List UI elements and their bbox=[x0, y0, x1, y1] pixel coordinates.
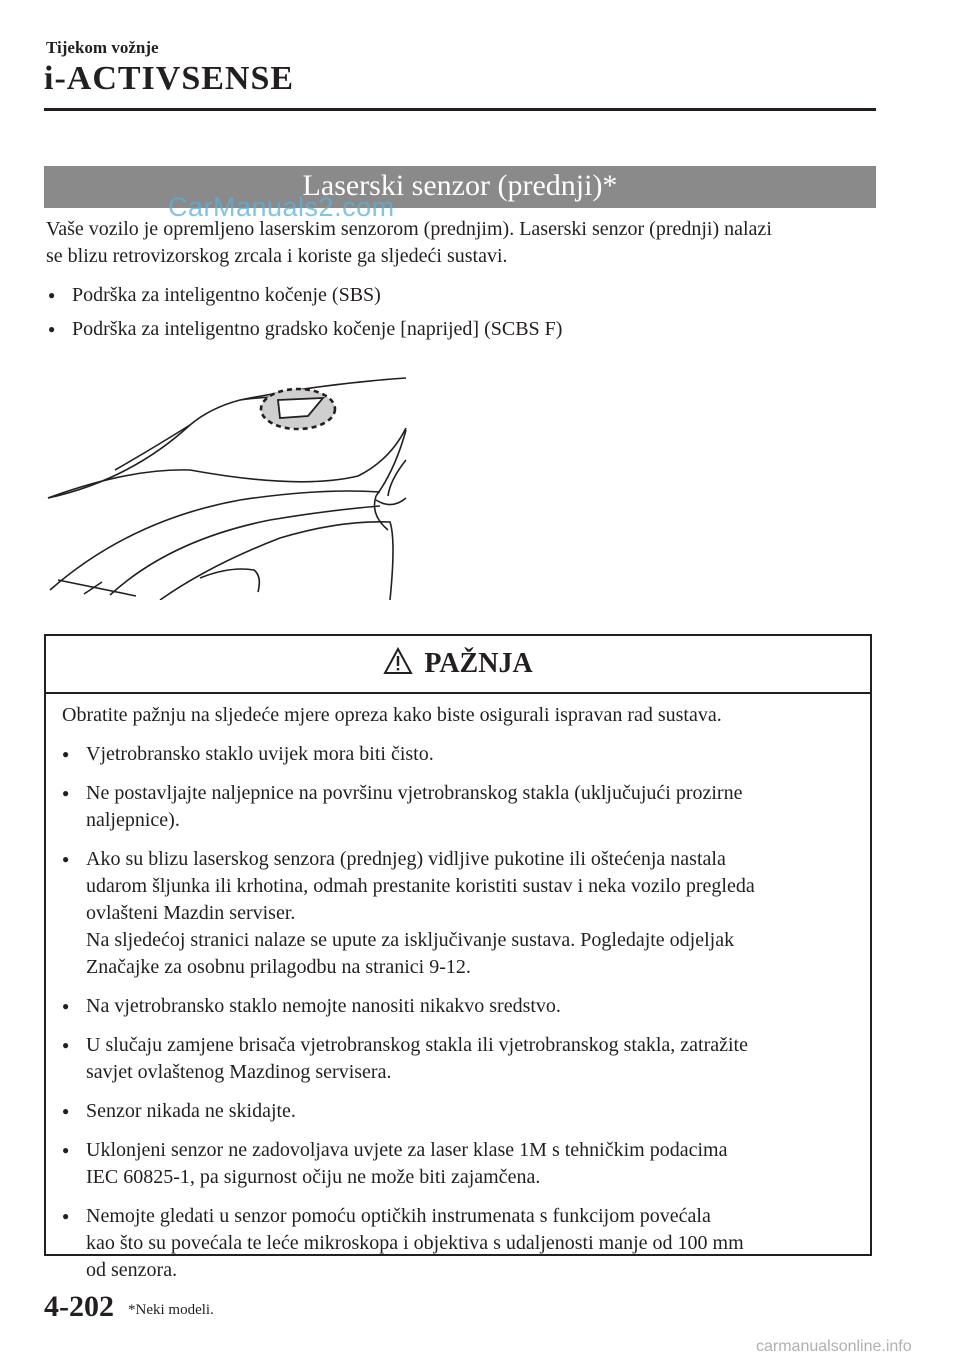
caution-item-line: kao što su povećala te leće mikroskopa i objektiva s udaljenosti manje od 100 mm bbox=[86, 1232, 744, 1254]
intro-line-1: Vaše vozilo je opremljeno laserskim senzorom (prednjim). Laserski senzor (prednji) nalazi bbox=[46, 218, 772, 240]
caution-item-line: Ne postavljajte naljepnice na površinu vjetrobranskog stakla (uključujući prozirne bbox=[86, 782, 743, 804]
chapter-title: i-ACTIVSENSE bbox=[44, 60, 295, 97]
footnote: *Neki modeli. bbox=[128, 1302, 214, 1318]
caution-item-line: Nemojte gledati u senzor pomoću optičkih instrumenata s funkcijom povećala bbox=[86, 1205, 711, 1227]
caution-item bbox=[62, 1032, 854, 1086]
banner-title: Laserski senzor (prednji)* bbox=[302, 169, 618, 202]
intro-line-2: se blizu retrovizorskog zrcala i koriste ga sljedeći sustavi. bbox=[46, 245, 508, 267]
caution-item-line: Na vjetrobransko staklo nemojte nanositi nikakvo sredstvo. bbox=[86, 995, 561, 1017]
header-rule bbox=[44, 108, 876, 111]
warning-triangle-icon bbox=[383, 647, 413, 675]
intro-bullet-text: Podrška za inteligentno gradsko kočenje [naprijed] (SCBS F) bbox=[72, 318, 563, 340]
caution-item-line: udarom šljunka ili krhotina, odmah prestanite koristiti sustav i neka vozilo pregleda bbox=[86, 875, 755, 897]
caution-item-line: savjet ovlaštenog Mazdinog servisera. bbox=[86, 1061, 392, 1083]
watermark: CarManuals2.com bbox=[168, 192, 395, 222]
caution-item bbox=[62, 993, 854, 1020]
caution-item-line: Ako su blizu laserskog senzora (prednjeg) vidljive pukotine ili oštećenja nastala bbox=[86, 848, 726, 870]
caution-header bbox=[46, 636, 870, 694]
caution-item bbox=[62, 846, 854, 981]
bullet-dot: ● bbox=[62, 1143, 70, 1157]
bullet-dot: ● bbox=[62, 1038, 70, 1052]
caution-item-line: naljepnice). bbox=[86, 809, 180, 831]
caution-item bbox=[62, 1203, 854, 1284]
caution-item-line: IEC 60825-1, pa sigurnost očiju ne može biti zajamčena. bbox=[86, 1166, 541, 1188]
caution-item bbox=[62, 1098, 854, 1125]
caution-lead: Obratite pažnju na sljedeće mjere opreza kako biste osigurali ispravan rad sustava. bbox=[62, 704, 722, 726]
bullet-dot: ● bbox=[48, 288, 56, 302]
intro-text bbox=[46, 216, 878, 270]
caution-title: PAŽNJA bbox=[424, 648, 533, 679]
bullet-dot: ● bbox=[62, 852, 70, 866]
intro-bullet-text: Podrška za inteligentno kočenje (SBS) bbox=[72, 284, 381, 306]
caution-item bbox=[62, 1137, 854, 1191]
caution-item-line: Senzor nikada ne skidajte. bbox=[86, 1100, 296, 1122]
caution-body bbox=[62, 702, 854, 1284]
site-watermark[interactable]: carmanualsonline.info bbox=[756, 1338, 912, 1355]
windshield-sensor-illustration bbox=[40, 370, 420, 600]
caution-box bbox=[44, 634, 872, 1281]
bullet-dot: ● bbox=[62, 1104, 70, 1118]
caution-item-line: Uklonjeni senzor ne zadovoljava uvjete za laser klase 1M s tehničkim podacima bbox=[86, 1139, 728, 1161]
bullet-dot: ● bbox=[62, 1209, 70, 1223]
section-label: Tijekom vožnje bbox=[46, 38, 159, 57]
caution-item-line: ovlašteni Mazdin serviser. bbox=[86, 902, 296, 924]
caution-item-line: Značajke za osobnu prilagodbu na stranici 9-12. bbox=[86, 956, 471, 978]
caution-item-line: Na sljedećoj stranici nalaze se upute za isključivanje sustava. Pogledajte odjeljak bbox=[86, 929, 735, 951]
caution-item bbox=[62, 741, 854, 768]
bullet-dot: ● bbox=[62, 747, 70, 761]
page-number: 4-202 bbox=[44, 1290, 114, 1323]
bullet-dot: ● bbox=[62, 999, 70, 1013]
bullet-dot: ● bbox=[48, 322, 56, 336]
bullet-dot: ● bbox=[62, 786, 70, 800]
caution-item-line: od senzora. bbox=[86, 1259, 178, 1281]
caution-item-line: Vjetrobransko staklo uvijek mora biti čisto. bbox=[86, 743, 434, 765]
caution-item-line: U slučaju zamjene brisača vjetrobranskog stakla ili vjetrobranskog stakla, zatražite bbox=[86, 1034, 748, 1056]
caution-item bbox=[62, 780, 854, 834]
